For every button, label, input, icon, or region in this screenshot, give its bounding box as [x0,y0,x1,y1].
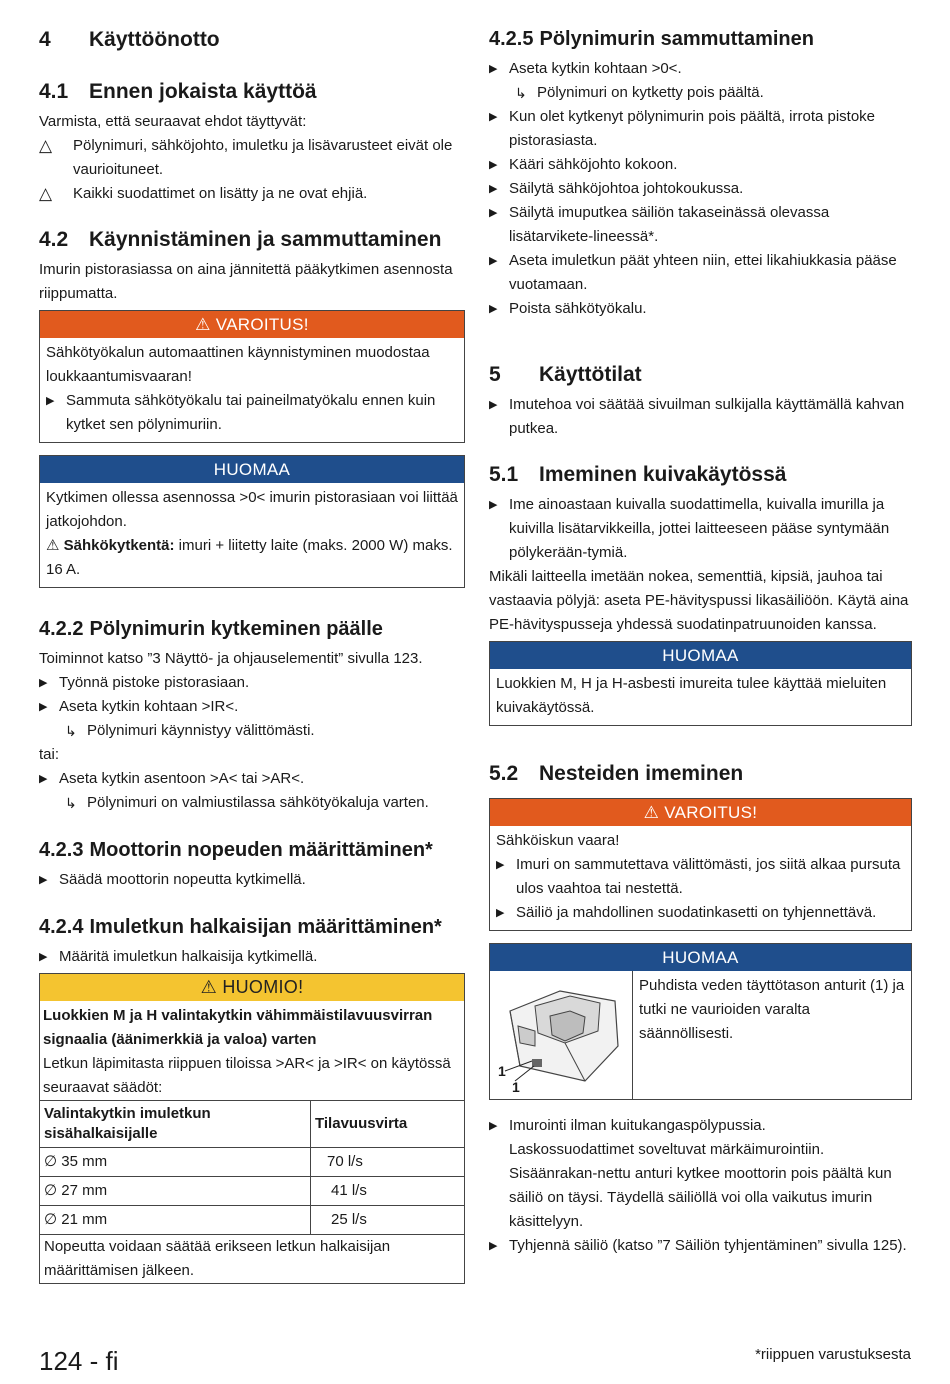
left-column [39,28,465,1284]
caution-header: ⚠ HUOMIO! [40,974,464,1001]
step: ▶ Imurointi ilman kuitukangaspölypussia. [489,1114,912,1138]
triangle-right-icon: ▶ [489,111,498,123]
step: ▶ Säilytä sähköjohtoa johtokoukussa. [489,177,912,201]
triangle-right-icon: ▶ [489,159,498,171]
section-4-2-text: Imurin pistorasiassa on aina jännitettä pääkytkimen asennosta riippumatta. [39,261,453,302]
column-header-switch: Valintakytkin imuletkun sisähalkaisijalle [40,1101,311,1148]
step: ▶ Aseta imuletkun päät yhteen niin, ettei likahiukkasia pääse vuotamaan. [489,249,912,297]
table-footer-row: Nopeutta voidaan säätää erikseen letkun halkaisijan määrittämisen jälkeen. [40,1235,464,1284]
result-arrow-icon: ↳ [65,795,77,811]
section-4-2-4-heading: 4.2.4 Imuletkun halkaisijan määrittäminen* [39,916,442,938]
step: ▶ Aseta kytkin kohtaan >IR<. [39,695,465,719]
section-5-1-text: Mikäli laitteella imetään nokea, sementtiä, kipsiä, jauhoa tai vastaavia pölyjä: aseta PE-hävityspussi likasäiliöön. Käytä aina PE-hävityspusseja yhdessä suodatinpatruunoiden kanssa. [489,568,909,633]
step: ▶ Kun olet kytkenyt pölynimurin pois päältä, irrota pistoke pistorasiasta. [489,105,912,153]
triangle-right-icon: ▶ [489,399,498,411]
triangle-right-icon: ▶ [489,1120,498,1132]
table-row: ∅ 27 mm 41 l/s [40,1177,464,1206]
note-text: Luokkien M, H ja H-asbesti imureita tulee käyttää mieluiten kuivakäytössä. [496,675,887,716]
triangle-right-icon: ▶ [39,874,48,886]
flow-table [40,1100,464,1283]
triangle-right-icon: ▶ [489,499,498,511]
step: ▶ Tyhjennä säiliö (katso ”7 Säiliön tyhjentäminen” sivulla 125). [489,1234,912,1258]
page-number: 124 - fi [39,1346,119,1376]
table-row: ∅ 21 mm 25 l/s [40,1206,464,1235]
result: ↳ Pölynimuri on kytketty pois päältä. [489,81,912,105]
warning-box [39,310,465,443]
step: ▶ Työnnä pistoke pistorasiaan. [39,671,465,695]
wet-vacuum-text: Laskossuodattimet soveltuvat märkäimurointiin. Sisäänrakan-nettu anturi kytkee moottorin pois päältä kun säiliö on täysi. Täydellä säiliöllä voi olla vaikutus imurin käsittelyyn. [509,1141,892,1230]
section-4-2-2-heading: 4.2.2 Pölynimurin kytkeminen päälle [39,618,383,640]
checklist-item: △ Pölynimuri, sähköjohto, imuletku ja lisävarusteet eivät ole vaurioituneet. [39,134,465,182]
footnote: *riippuen varustuksesta [755,1346,911,1363]
triangle-right-icon: ▶ [489,255,498,267]
step: ▶ Säilytä imuputkea säiliön takaseinässä olevassa lisätarvikete-lineessä*. [489,201,912,249]
section-4-2-3-heading: 4.2.3 Moottorin nopeuden määrittäminen* [39,839,433,861]
section-4-1-heading: 4.1 Ennen jokaista käyttöä [39,80,317,103]
caution-box [39,973,465,1284]
triangle-right-icon: ▶ [489,63,498,75]
section-4-2-heading: 4.2 Käynnistäminen ja sammuttaminen [39,228,442,251]
step: ▶ Poista sähkötyökalu. [489,297,912,321]
step: ▶ Aseta kytkin asentoon >A< tai >AR<. [39,767,465,791]
triangle-right-icon: ▶ [496,907,505,919]
triangle-right-icon: ▶ [39,701,48,713]
warning-box [489,798,912,931]
result: ↳ Pölynimuri on valmiustilassa sähkötyökaluja varten. [39,791,465,815]
step: ▶ Ime ainoastaan kuivalla suodattimella, kuivalla imurilla ja kuivilla lisätarvikkeilla, jottei laitteeseen pääse syntymään pölykerään-tymiä. [489,493,912,565]
warning-step: ▶ Sammuta sähkötyökalu tai paineilmatyökalu ennen kuin kytket sen pölynimuriin. [46,389,458,437]
warning-step: ▶ Säiliö ja mahdollinen suodatinkasetti on tyhjennettävä. [496,901,905,925]
checklist-item: △ Kaikki suodattimet on lisätty ja ne ovat ehjiä. [39,182,465,206]
note-header: HUOMAA [40,456,464,483]
result-arrow-icon: ↳ [515,85,527,101]
triangle-right-icon: ▶ [489,207,498,219]
step: ▶ Aseta kytkin kohtaan >0<. [489,57,912,81]
triangle-right-icon: ▶ [39,951,48,963]
triangle-right-icon: ▶ [39,677,48,689]
step: ▶ Määritä imuletkun halkaisija kytkimellä. [39,945,465,969]
note-box [39,455,465,588]
warning-step: ▶ Imuri on sammutettava välittömästi, jos siitä alkaa pursuta ulos vaahtoa tai nestettä. [496,853,905,901]
note-electrical: ⚠ Sähkökytkentä: imuri + liitetty laite (maks. 2000 W) maks. 16 A. [46,537,453,578]
section-5-heading: 5 Käyttötilat [489,363,642,386]
table-row: ∅ 35 mm 70 l/s [40,1148,464,1177]
callout-label-1a: 1 [498,1063,506,1079]
triangle-right-icon: ▶ [46,395,55,407]
warning-icon: ⚠ [46,537,64,554]
note-text: Puhdista veden täyttötason anturit (1) ja tutki ne vaurioiden varalta säännöllisesti. [639,977,905,1042]
section-4-2-2-intro: Toiminnot katso ”3 Näyttö- ja ohjauselementit” sivulla 123. [39,650,423,667]
section-4-1-intro: Varmista, että seuraavat ehdot täyttyvät: [39,113,307,130]
section-4-heading: 4 Käyttöönotto [39,28,220,51]
step: ▶ Säädä moottorin nopeutta kytkimellä. [39,868,465,892]
section-5-2-heading: 5.2 Nesteiden imeminen [489,762,744,785]
warning-text: Sähkötyökalun automaattinen käynnistyminen muodostaa loukkaantumisvaaran! [46,344,430,385]
warning-header: ⚠ VAROITUS! [40,311,464,338]
result-arrow-icon: ↳ [65,723,77,739]
triangle-right-icon: ▶ [496,859,505,871]
section-4-2-5-heading: 4.2.5 Pölynimurin sammuttaminen [489,28,814,50]
triangle-right-icon: ▶ [39,773,48,785]
note-header: HUOMAA [490,944,911,971]
column-header-flow: Tilavuusvirta [311,1101,465,1148]
triangle-icon: △ [39,136,53,155]
note-header: HUOMAA [490,642,911,669]
warning-header: ⚠ VAROITUS! [490,799,911,826]
note-box-with-image [489,943,912,1100]
step: ▶ Kääri sähköjohto kokoon. [489,153,912,177]
triangle-right-icon: ▶ [489,303,498,315]
or-text: tai: [39,746,60,763]
step: ▶ Imutehoa voi säätää sivuilman sulkijalla käyttämällä kahvan putkea. [489,393,912,441]
vacuum-illustration [490,971,633,1099]
callout-label-1b: 1 [512,1079,520,1095]
warning-text: Sähköiskun vaara! [496,832,620,849]
table-header-row [40,1101,464,1148]
caution-text: Letkun läpimitasta riippuen tiloissa >AR< ja >IR< on käytössä seuraavat säädöt: [43,1055,451,1096]
triangle-right-icon: ▶ [489,183,498,195]
note-text: Kytkimen ollessa asennossa >0< imurin pistorasiaan voi liittää jatkojohdon. [46,489,458,530]
note-box [489,641,912,726]
triangle-right-icon: ▶ [489,1240,498,1252]
section-5-1-heading: 5.1 Imeminen kuivakäytössä [489,463,787,486]
caution-bold-text: Luokkien M ja H valintakytkin vähimmäistilavuusvirran signaalia (äänimerkkiä ja valoa) varten [43,1007,433,1048]
result: ↳ Pölynimuri käynnistyy välittömästi. [39,719,465,743]
triangle-icon: △ [39,184,53,203]
right-column [489,28,912,1258]
